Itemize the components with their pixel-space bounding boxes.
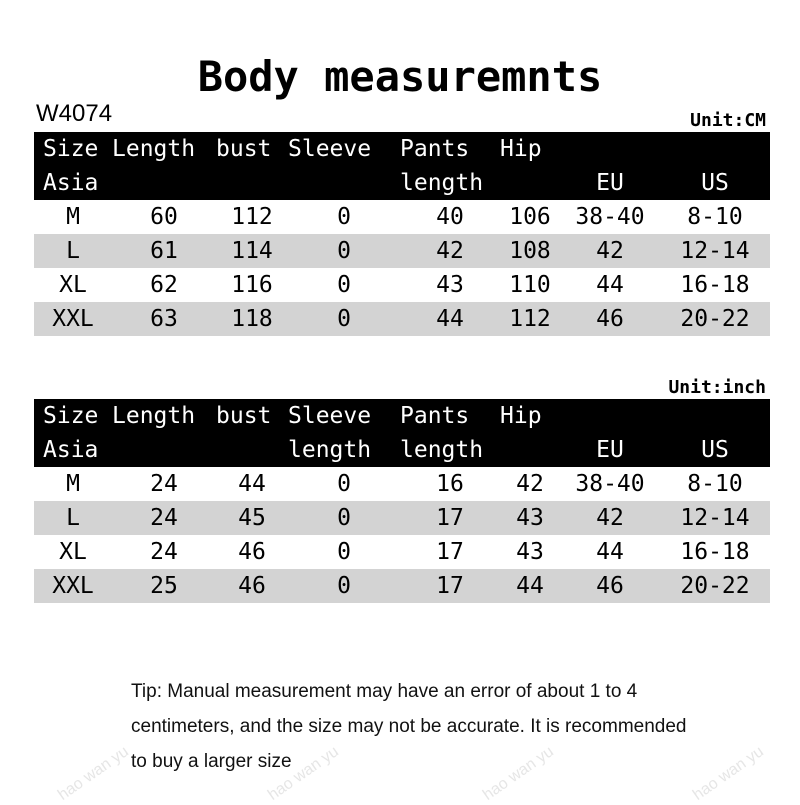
table-cell: 24 [150,539,178,565]
header-row [34,166,770,200]
table-cell: 38-40 [575,204,645,230]
table-cell: 44 [596,539,624,565]
header-cell: Size [43,136,99,162]
header-cell: Asia [43,170,99,196]
header-cell: US [701,437,729,463]
header-cell: EU [596,437,624,463]
table-cell: 16-18 [680,539,750,565]
table-cell: 20-22 [680,573,750,599]
table-row [34,569,770,603]
header-cell: Sleeve [288,403,372,429]
header-cell [288,166,400,200]
table-cell: 114 [231,238,273,264]
table-cell: 63 [150,306,178,332]
table-cell: 12-14 [680,505,750,531]
table-cell: 43 [516,539,544,565]
header-cell: length [400,170,484,196]
table-cell: 38-40 [575,471,645,497]
table-cell: 0 [337,204,351,230]
header-row [34,399,770,433]
table-cell: 42 [596,505,624,531]
table-cell: 8-10 [687,471,743,497]
header-cell [216,166,288,200]
table-cell: 44 [596,272,624,298]
table-cell: 17 [436,539,464,565]
table-cell: 108 [509,238,551,264]
header-row [34,132,770,166]
table-cell: 24 [150,505,178,531]
table-cell: 112 [231,204,273,230]
table-cell: 106 [509,204,551,230]
header-cell [660,132,770,166]
table-row [34,302,770,336]
header-cell [500,433,560,467]
table-cell: 42 [516,471,544,497]
table-cell: 17 [436,505,464,531]
table-cell: 61 [150,238,178,264]
header-cell [500,166,560,200]
table-cell: 17 [436,573,464,599]
watermark: hao wan yu [265,743,342,804]
table-cell: 46 [238,539,266,565]
header-cell: length [400,437,484,463]
table-cell: 40 [436,204,464,230]
table-cell: 45 [238,505,266,531]
size-cell: XXL [52,306,94,332]
table-row [34,200,770,234]
table-cell: 44 [516,573,544,599]
watermark: hao wan yu [690,743,767,804]
product-code: W4074 [36,100,113,127]
table-cell: 16-18 [680,272,750,298]
table-cell: 12-14 [680,238,750,264]
table-cell: 62 [150,272,178,298]
table-row [34,501,770,535]
table-cell: 43 [436,272,464,298]
size-cell: L [66,505,80,531]
table-cell: 0 [337,505,351,531]
header-cell [216,433,288,467]
size-cell: M [66,471,80,497]
size-cell: XL [59,539,87,565]
table-cell: 46 [596,306,624,332]
header-cell: Sleeve [288,136,372,162]
header-cell [560,399,660,433]
table-cell: 46 [238,573,266,599]
size-cell: M [66,204,80,230]
unit-label-inch: Unit:inch [668,377,766,398]
table-cell: 0 [337,539,351,565]
table-cell: 16 [436,471,464,497]
page-title: Body measuremnts [197,52,603,101]
header-cell: Length [112,136,196,162]
table-cell: 42 [596,238,624,264]
table-cell: 25 [150,573,178,599]
table-cell: 60 [150,204,178,230]
size-cell: XL [59,272,87,298]
table-cell: 8-10 [687,204,743,230]
table-cell: 24 [150,471,178,497]
table-cell: 44 [238,471,266,497]
size-cell: L [66,238,80,264]
size-table-inch [34,399,770,603]
table-cell: 0 [337,238,351,264]
table-row [34,234,770,268]
header-cell [660,399,770,433]
header-cell: Length [112,403,196,429]
table-cell: 110 [509,272,551,298]
table-cell: 0 [337,471,351,497]
tip-line: Tip: Manual measurement may have an error of about 1 to 4 [131,681,638,702]
table-cell: 118 [231,306,273,332]
table-cell: 43 [516,505,544,531]
table-cell: 0 [337,573,351,599]
header-cell: length [288,437,372,463]
table-cell: 112 [509,306,551,332]
header-cell: Pants [400,403,470,429]
watermark: hao wan yu [55,743,132,804]
header-cell [560,132,660,166]
header-cell [112,166,216,200]
table-cell: 0 [337,272,351,298]
unit-label-cm: Unit:CM [690,110,766,131]
table-cell: 42 [436,238,464,264]
header-cell: Hip [500,136,542,162]
header-cell: Hip [500,403,542,429]
table-row [34,467,770,501]
measurement-tip [131,674,751,779]
tip-line: centimeters, and the size may not be accurate. It is recommended [131,716,687,737]
size-table-cm [34,132,770,336]
watermark: hao wan yu [480,743,557,804]
header-cell: Asia [43,437,99,463]
table-cell: 20-22 [680,306,750,332]
table-cell: 46 [596,573,624,599]
header-cell: bust [216,403,272,429]
table-cell: 44 [436,306,464,332]
size-cell: XXL [52,573,94,599]
table-cell: 0 [337,306,351,332]
tip-line: to buy a larger size [131,751,292,772]
table-row [34,535,770,569]
header-cell: EU [596,170,624,196]
table-row [34,268,770,302]
header-cell: bust [216,136,272,162]
header-cell: US [701,170,729,196]
header-cell [112,433,216,467]
table-cell: 116 [231,272,273,298]
header-cell: Size [43,403,99,429]
header-row [34,433,770,467]
header-cell: Pants [400,136,470,162]
